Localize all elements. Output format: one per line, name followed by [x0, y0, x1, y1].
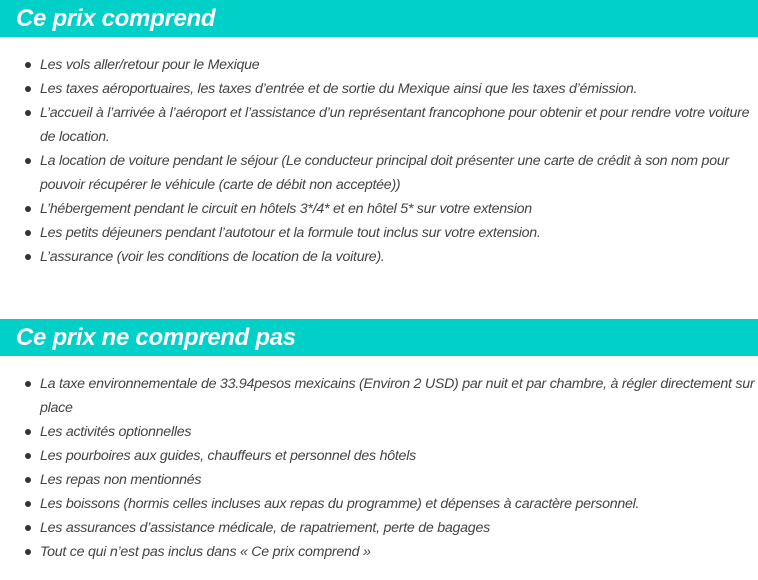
list-item-text: Les boissons (hormis celles incluses aux repas du programme) et dépenses à caractère personnel.: [40, 496, 640, 512]
list-item: [0, 53, 758, 77]
list-item: [0, 77, 758, 101]
list-item: [0, 468, 758, 492]
list-item-text: Les assurances d’assistance médicale, de rapatriement, perte de bagages: [40, 520, 490, 536]
bullet-icon: [25, 230, 31, 236]
list-item-text: Tout ce qui n’est pas inclus dans « Ce prix comprend »: [40, 544, 371, 560]
bullet-icon: [25, 62, 31, 68]
bullet-icon: [25, 525, 31, 531]
included-list: [0, 53, 758, 269]
list-item-text: La taxe environnementale de 33.94pesos mexicains (Environ 2 USD) par nuit et par chambre, à régler directement sur place: [40, 376, 755, 416]
list-item: [0, 540, 758, 564]
bullet-icon: [25, 453, 31, 459]
bullet-icon: [25, 110, 31, 116]
list-item: [0, 197, 758, 221]
list-item-text: La location de voiture pendant le séjour (Le conducteur principal doit présenter une carte de crédit à son nom pour pouvoir récupérer le véhicule (carte de débit non acceptée)): [40, 153, 729, 193]
bullet-icon: [25, 501, 31, 507]
list-item: [0, 101, 758, 149]
list-item-text: L’hébergement pendant le circuit en hôtels 3*/4* et en hôtel 5* sur votre extension: [40, 201, 532, 217]
bullet-icon: [25, 477, 31, 483]
list-item-text: L’accueil à l’arrivée à l’aéroport et l’assistance d’un représentant francophone pour obtenir et pour rendre votre voiture de location.: [40, 105, 750, 145]
bullet-icon: [25, 206, 31, 212]
list-item: [0, 420, 758, 444]
bullet-icon: [25, 549, 31, 555]
list-item-text: Les activités optionnelles: [40, 424, 192, 440]
list-item: [0, 245, 758, 269]
bullet-icon: [25, 86, 31, 92]
section-title-included: Ce prix comprend: [0, 0, 758, 37]
list-item-text: Les pourboires aux guides, chauffeurs et personnel des hôtels: [40, 448, 416, 464]
list-item-text: Les vols aller/retour pour le Mexique: [40, 57, 260, 73]
list-item: [0, 221, 758, 245]
list-item-text: Les petits déjeuners pendant l’autotour et la formule tout inclus sur votre extension.: [40, 225, 541, 241]
section-title-excluded: Ce prix ne comprend pas: [0, 319, 758, 356]
list-item-text: Les taxes aéroportuaires, les taxes d’entrée et de sortie du Mexique ainsi que les taxes d’émission.: [40, 81, 638, 97]
bullet-icon: [25, 254, 31, 260]
list-item: [0, 444, 758, 468]
bullet-icon: [25, 158, 31, 164]
bullet-icon: [25, 429, 31, 435]
list-item: [0, 372, 758, 420]
list-item: [0, 149, 758, 197]
list-item-text: L’assurance (voir les conditions de location de la voiture).: [40, 249, 385, 265]
list-item: [0, 516, 758, 540]
list-item: [0, 492, 758, 516]
list-item-text: Les repas non mentionnés: [40, 472, 202, 488]
excluded-list: [0, 372, 758, 564]
bullet-icon: [25, 381, 31, 387]
